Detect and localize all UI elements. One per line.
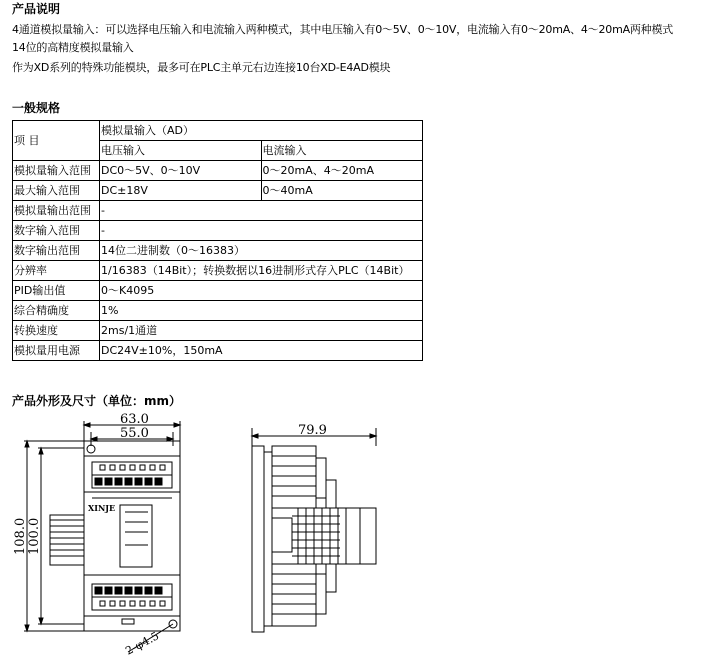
row-label: PID输出值 <box>13 281 100 301</box>
logo-text: XINJE <box>88 503 116 513</box>
dim-height-outer: 108.0 <box>13 517 28 555</box>
dim-height-inner: 100.0 <box>27 517 42 555</box>
dim-width-outer: 63.0 <box>120 412 149 427</box>
row-value: 1% <box>100 301 423 321</box>
row-label: 模拟量输出范围 <box>13 201 100 221</box>
table-row <box>13 301 423 321</box>
voltage-value: DC±18V <box>100 181 262 201</box>
current-value: 0～40mA <box>261 181 423 201</box>
description-line-1: 4通道模拟量输入：可以选择电压输入和电流输入两种模式，其中电压输入有0～5V、0～10V，电流输入有0～20mA、4～20mA两种模式 <box>12 23 674 36</box>
row-label: 数字输入范围 <box>13 221 100 241</box>
dimension-title: 产品外形及尺寸（单位：mm） <box>12 394 182 408</box>
description-line-3: 作为XD系列的特殊功能模块，最多可在PLC主单元右边连接10台XD-E4AD模块 <box>12 61 391 74</box>
current-value: 0～20mA、4～20mA <box>261 161 423 181</box>
row-label: 综合精确度 <box>13 301 100 321</box>
spec-table <box>12 120 423 361</box>
description-title: 产品说明 <box>12 2 61 16</box>
row-label: 分辨率 <box>13 261 100 281</box>
description-line-2: 14位的高精度模拟量输入 <box>12 41 134 54</box>
row-value: 1/16383（14Bit）；转换数据以16进制形式存入PLC（14Bit） <box>100 261 423 281</box>
side-view <box>252 428 376 632</box>
row-value: 2ms/1通道 <box>100 321 423 341</box>
row-value: 0～K4095 <box>100 281 423 301</box>
table-row <box>13 201 423 221</box>
table-row <box>13 241 423 261</box>
row-label: 最大输入范围 <box>13 181 100 201</box>
dim-width-inner: 55.0 <box>120 426 149 441</box>
row-label: 数字输出范围 <box>13 241 100 261</box>
row-value: - <box>100 201 423 221</box>
voltage-header: 电压输入 <box>100 141 262 161</box>
table-row <box>13 261 423 281</box>
group-header: 模拟量输入（AD） <box>100 121 423 141</box>
dimension-drawing <box>0 412 715 663</box>
table-row <box>13 161 423 181</box>
dim-hole: 2-φ4.5 <box>123 629 162 658</box>
row-value: 14位二进制数（0～16383） <box>100 241 423 261</box>
dim-depth: 79.9 <box>298 423 327 438</box>
table-row <box>13 181 423 201</box>
front-view <box>24 421 180 652</box>
current-header: 电流输入 <box>261 141 423 161</box>
row-value: DC24V±10%，150mA <box>100 341 423 361</box>
row-value: - <box>100 221 423 241</box>
row-label: 模拟量输入范围 <box>13 161 100 181</box>
row-label: 转换速度 <box>13 321 100 341</box>
item-header: 项 目 <box>13 121 100 161</box>
table-row <box>13 341 423 361</box>
voltage-value: DC0～5V、0～10V <box>100 161 262 181</box>
table-row <box>13 321 423 341</box>
table-row <box>13 221 423 241</box>
table-row <box>13 121 423 141</box>
table-row <box>13 281 423 301</box>
spec-title: 一般规格 <box>12 101 61 115</box>
row-label: 模拟量用电源 <box>13 341 100 361</box>
